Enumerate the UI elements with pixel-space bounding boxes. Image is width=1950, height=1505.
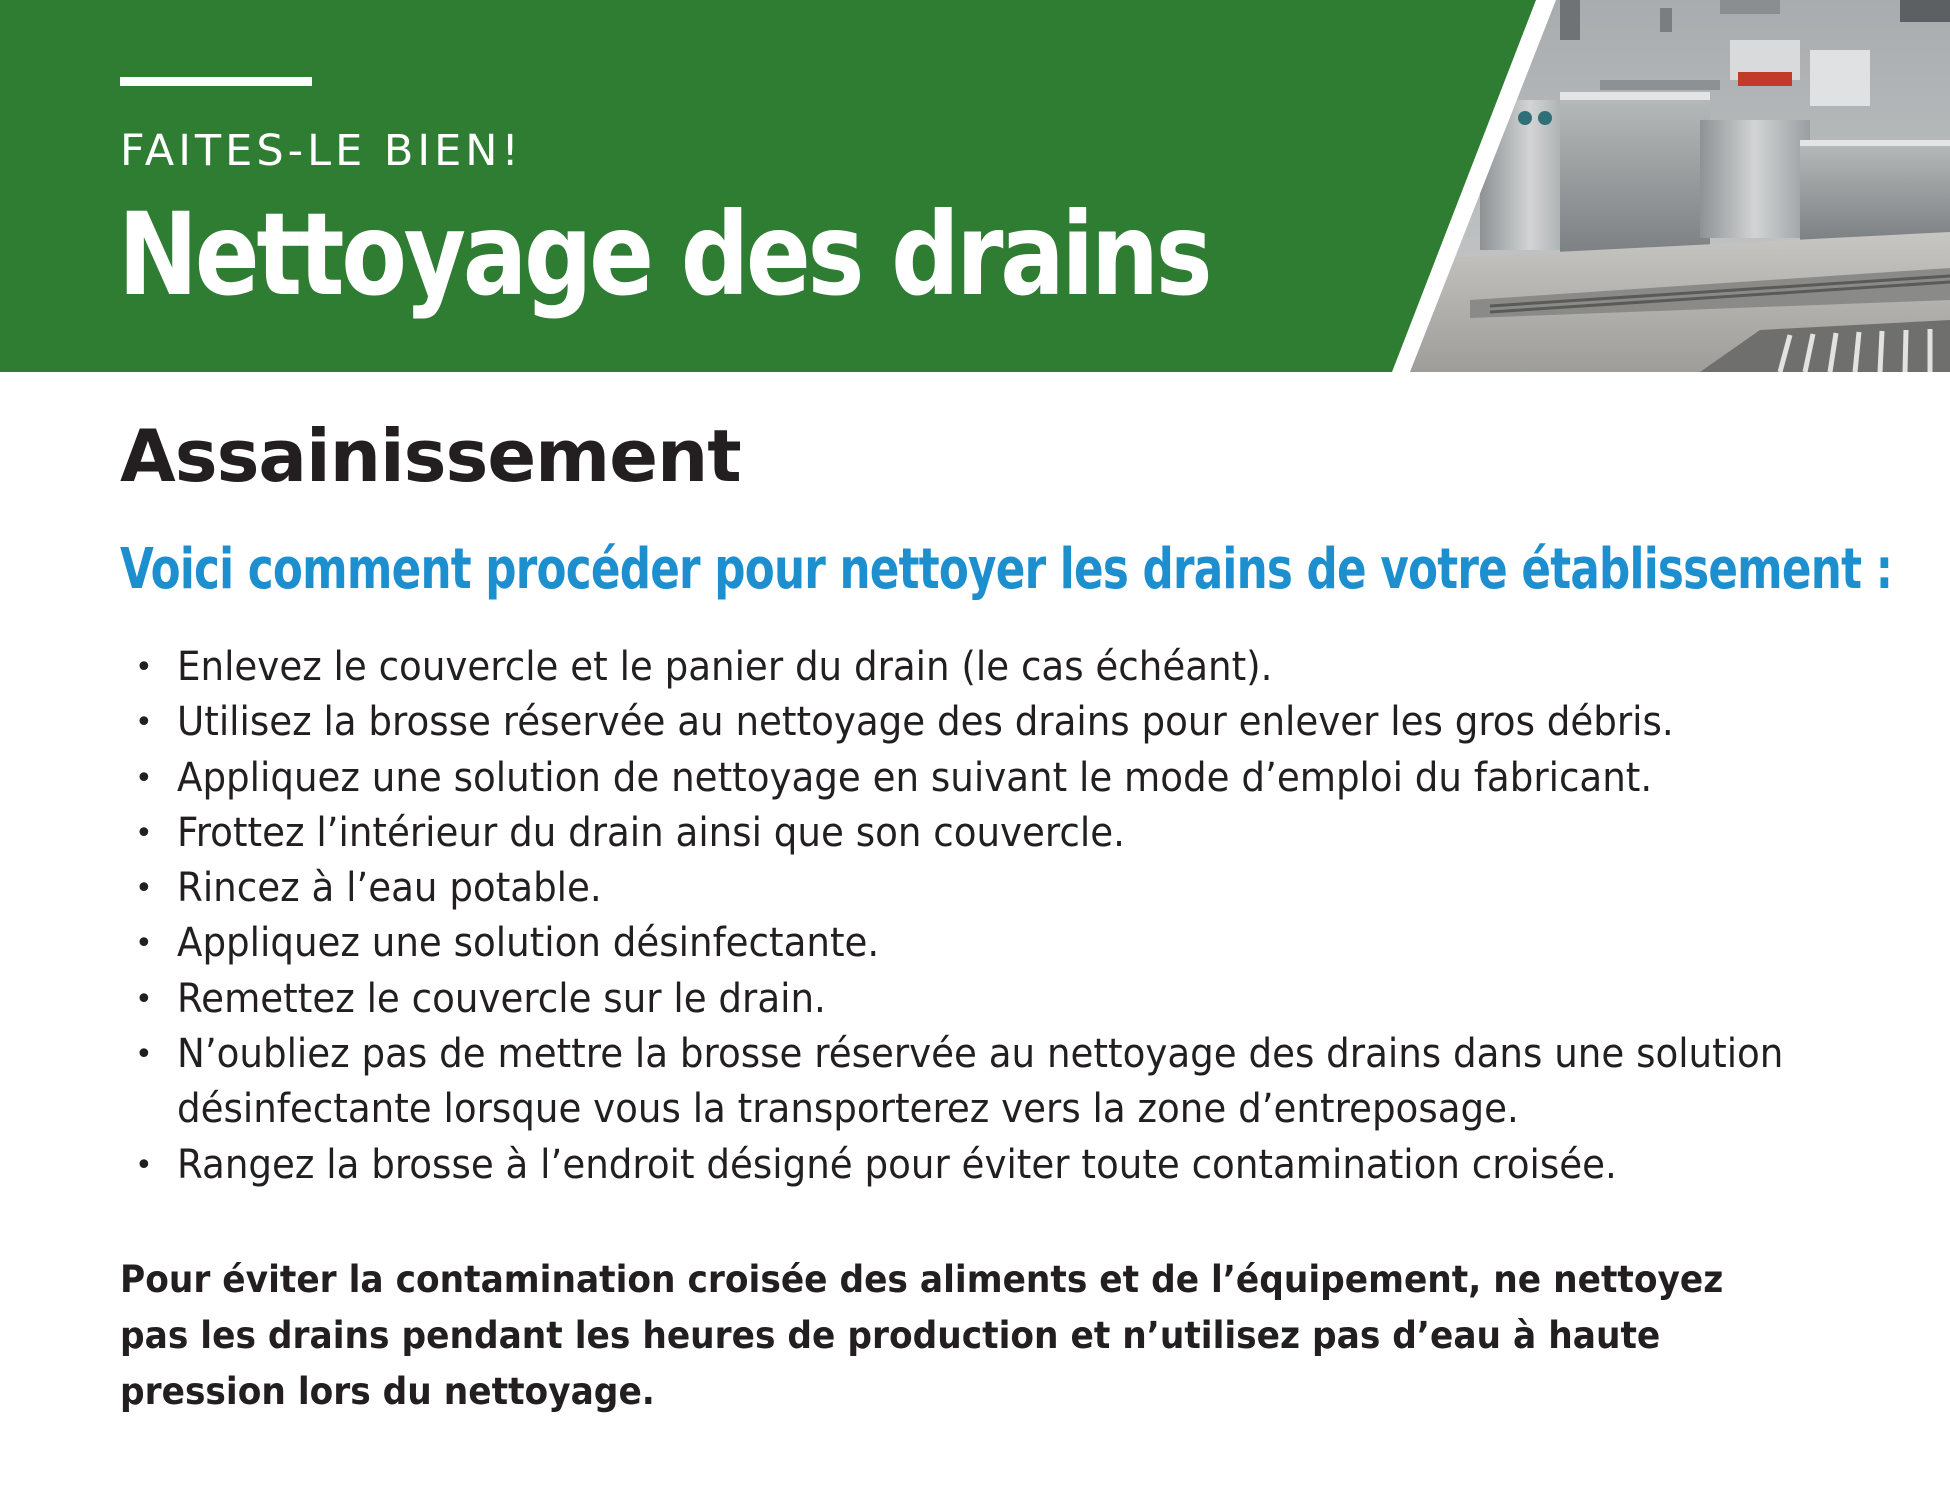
note-line: pas les drains pendant les heures de production et n’utilisez pas d’eau à haute [120, 1314, 1661, 1357]
instructions-intro: Voici comment procéder pour nettoyer les drains de votre établissement : [120, 537, 1893, 602]
page-title: Nettoyage des drains [118, 188, 1210, 321]
list-item [132, 806, 1912, 861]
bullet-icon: • [135, 926, 153, 962]
list-item [132, 972, 1912, 1027]
step-text: Appliquez une solution désinfectante. [177, 920, 880, 967]
list-item [132, 751, 1912, 806]
section-heading: Assainissement [120, 414, 741, 498]
header-banner [0, 0, 1950, 372]
list-item [132, 695, 1912, 750]
step-text: Frottez l’intérieur du drain ainsi que son couvercle. [177, 809, 1125, 856]
list-item [132, 1027, 1912, 1138]
bullet-icon: • [135, 705, 153, 741]
bullet-icon: • [135, 1147, 153, 1183]
note-line: Pour éviter la contamination croisée des aliments et de l’équipement, ne nettoyez [120, 1258, 1724, 1301]
bullet-icon: • [135, 981, 153, 1017]
note-line: pression lors du nettoyage. [120, 1370, 655, 1413]
step-text: Rangez la brosse à l’endroit désigné pour éviter toute contamination croisée. [177, 1141, 1617, 1188]
step-text-continued: désinfectante lorsque vous la transporterez vers la zone d’entreposage. [177, 1086, 1519, 1133]
bullet-icon: • [135, 1037, 153, 1073]
step-text: Remettez le couvercle sur le drain. [177, 975, 826, 1022]
step-text: Appliquez une solution de nettoyage en suivant le mode d’emploi du fabricant. [177, 754, 1653, 801]
warning-note [120, 1252, 1900, 1420]
list-item [132, 640, 1912, 695]
step-text: Utilisez la brosse réservée au nettoyage des drains pour enlever les gros débris. [177, 699, 1674, 746]
eyebrow-label: FAITES-LE BIEN! [120, 126, 523, 176]
bullet-icon: • [135, 650, 153, 685]
steps-list [132, 640, 1912, 1193]
step-text: Enlevez le couvercle et le panier du drain (le cas échéant). [177, 644, 1273, 690]
bullet-icon: • [135, 815, 153, 851]
list-item [132, 1138, 1912, 1193]
bullet-icon: • [135, 871, 153, 907]
accent-rule [120, 77, 312, 86]
bullet-icon: • [135, 760, 153, 796]
list-item [132, 861, 1912, 916]
step-text: N’oubliez pas de mettre la brosse réservée au nettoyage des drains dans une solution [177, 1031, 1784, 1078]
list-item [132, 916, 1912, 971]
step-text: Rincez à l’eau potable. [177, 865, 602, 912]
